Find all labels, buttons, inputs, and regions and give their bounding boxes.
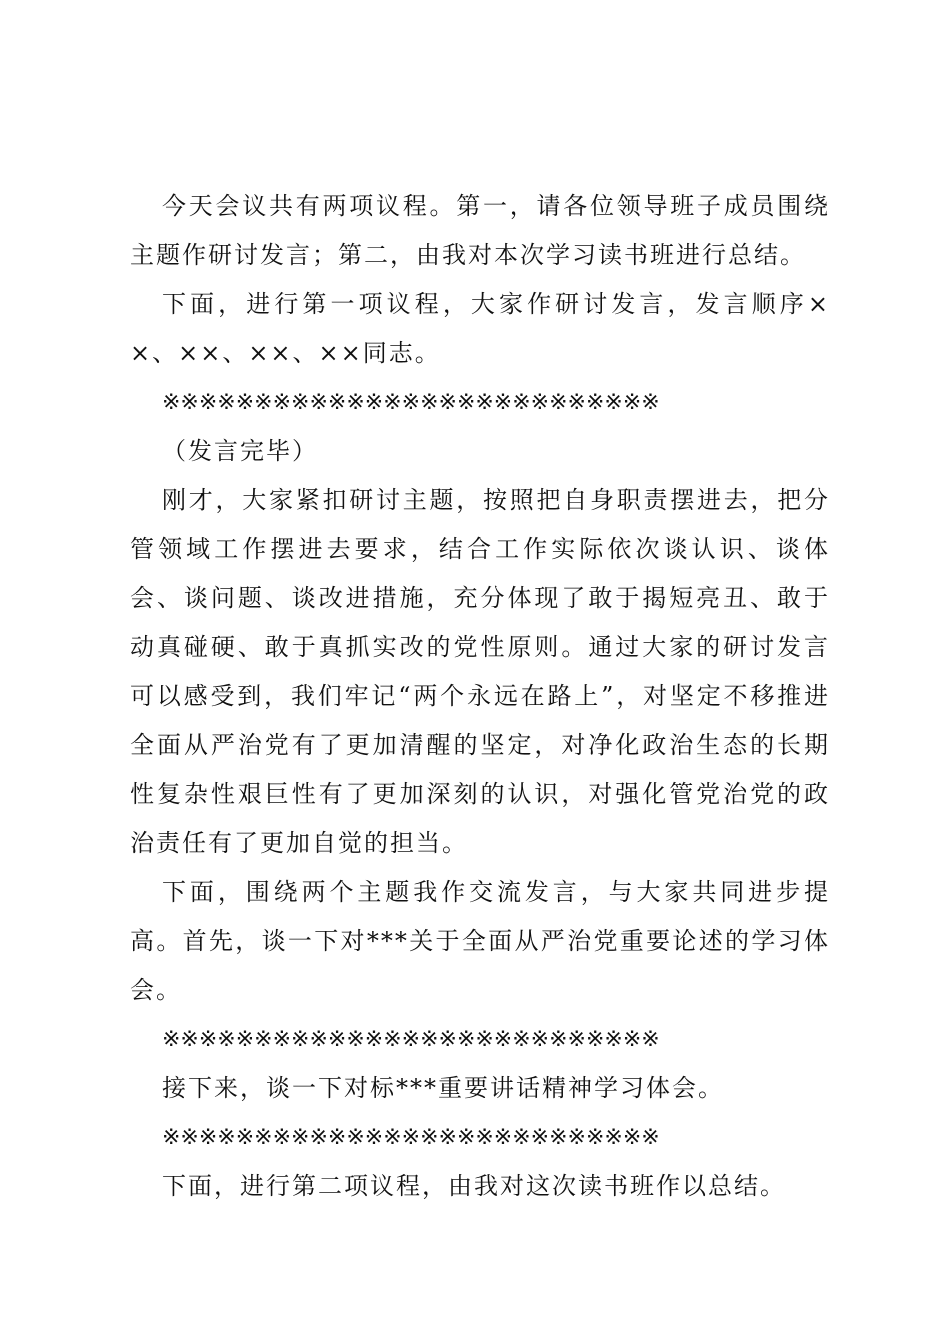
separator-line: ※※※※※※※※※※※※※※※※※※※※※※※※※※※ — [162, 1027, 660, 1052]
separator-line: ※※※※※※※※※※※※※※※※※※※※※※※※※※※ — [162, 390, 660, 415]
paragraph-first-agenda: 下面，进行第一项议程，大家作研讨发言，发言顺序××、××、××、××同志。 — [130, 290, 830, 367]
paragraph-agenda-intro: 今天会议共有两项议程。第一，请各位领导班子成员围绕主题作研讨发言；第二，由我对本次学习读书班进行总结。 — [130, 192, 830, 269]
separator-line: ※※※※※※※※※※※※※※※※※※※※※※※※※※※ — [162, 1125, 660, 1150]
paragraph-summary-remarks: 刚才，大家紧扣研讨主题，按照把自身职责摆进去，把分管领域工作摆进去要求，结合工作实际依次谈认识、谈体会、谈问题、谈改进措施，充分体现了敢于揭短亮丑、敢于动真碰硬、敢于真抓实改的党性原则。通过大家的研讨发言可以感受到，我们牢记“两个永远在路上”，对坚定不移推进全面从严治党有了更加清醒的坚定，对净化政治生态的长期性复杂性艰巨性有了更加深刻的认识，对强化管党治党的政治责任有了更加自觉的担当。 — [130, 486, 830, 857]
paragraph-exchange-speech: 下面，围绕两个主题我作交流发言，与大家共同进步提高。首先，谈一下对***关于全面从严治党重要论述的学习体会。 — [130, 878, 830, 1004]
paragraph-next-topic: 接下来，谈一下对标***重要讲话精神学习体会。 — [162, 1074, 724, 1102]
document-body — [130, 182, 830, 1211]
paragraph-second-agenda: 下面，进行第二项议程，由我对这次读书班作以总结。 — [162, 1172, 786, 1200]
speech-finished-note: （发言完毕） — [162, 437, 318, 465]
